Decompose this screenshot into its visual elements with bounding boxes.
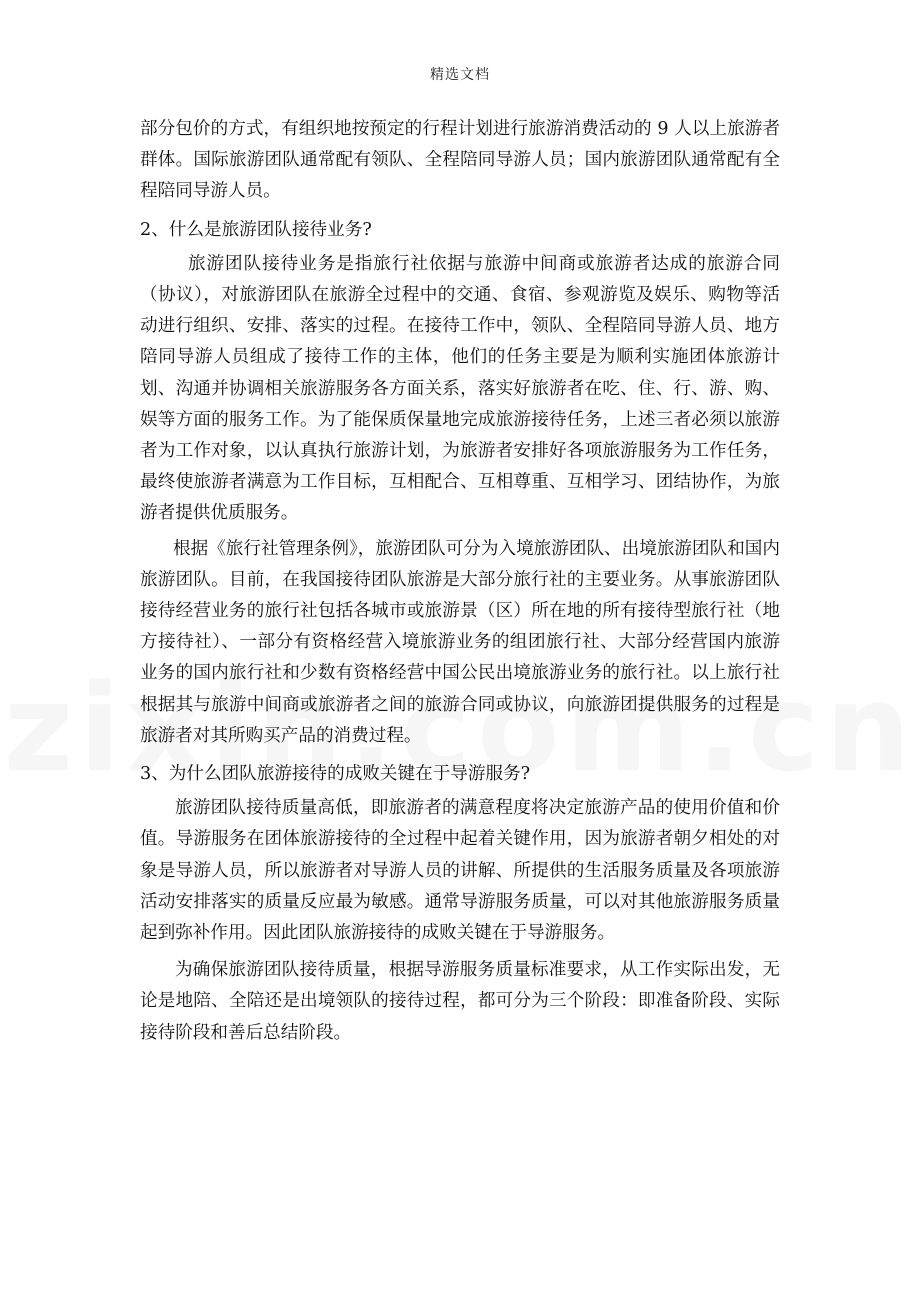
- paragraph-three-stages: 为确保旅游团队接待质量，根据导游服务质量标准要求，从工作实际出发，无论是地陪、全陪还是出境领队的接待过程，都可分为三个阶段：即准备阶段、实际接待阶段和善后总结阶段。: [140, 960, 780, 1043]
- paragraph-guide-service: 旅游团队接待质量高低，即旅游者的满意程度将决定旅游产品的使用价值和价值。导游服务在团体旅游接待的全过程中起着关键作用，因为旅游者朝夕相处的对象是导游人员，所以旅游者对导游人员的讲解、所提供的生活服务质量及各项旅游活动安排落实的质量反应最为敏感。通常导游服务质量，可以对其他旅游服务质量起到弥补作用。因此团队旅游接待的成败关键在于导游服务。: [140, 798, 780, 944]
- paragraph-continuation: 部分包价的方式，有组织地按预定的行程计划进行旅游消费活动的 9 人以上旅游者群体。国际旅游团队通常配有领队、全程陪同导游人员；国内旅游团队通常配有全程陪同导游人员。: [140, 119, 780, 202]
- paragraph-reception-business: 旅游团队接待业务是指旅行社依据与旅游中间商或旅游者达成的旅游合同（协议），对旅游团队在旅游全过程中的交通、食宿、参观游览及娱乐、购物等活动进行组织、安排、落实的过程。在接待工作中，领队、全程陪同导游人员、地方陪同导游人员组成了接待工作的主体，他们的任务主要是为顺利实施团体旅游计划、沟通并协调相关旅游服务各方面关系，落实好旅游者在吃、住、行、游、购、娱等方面的服务工作。为了能保质保量地完成旅游接待任务，上述三者必须以旅游者为工作对象，以认真执行旅游计划，为旅游者安排好各项旅游服务为工作任务，最终使旅游者满意为工作目标，互相配合、互相尊重、互相学习、团结协作，为旅游者提供优质服务。: [140, 253, 780, 524]
- page-header: 精选文档: [430, 67, 490, 83]
- document-body: [140, 114, 780, 1049]
- paragraph-team-types: 根据《旅行社管理条例》，旅游团队可分为入境旅游团队、出境旅游团队和国内旅游团队。目前，在我国接待团队旅游是大部分旅行社的主要业务。从事旅游团队接待经营业务的旅行社包括各城市或旅游景（区）所在地的所有接待型旅行社（地方接待社）、一部分有资格经营入境旅游业务的组团旅行社、大部分经营国内旅游业务的国内旅行社和少数有资格经营中国公民出境旅游业务的旅行社。以上旅行社根据其与旅游中间商或旅游者之间的旅游合同或协议，向旅游团提供服务的过程是旅游者对其所购买产品的消费过程。: [140, 538, 780, 746]
- question-heading-3: 3、为什么团队旅游接待的成败关键在于导游服务?: [140, 764, 531, 785]
- question-heading-2: 2、什么是旅游团队接待业务?: [140, 219, 372, 240]
